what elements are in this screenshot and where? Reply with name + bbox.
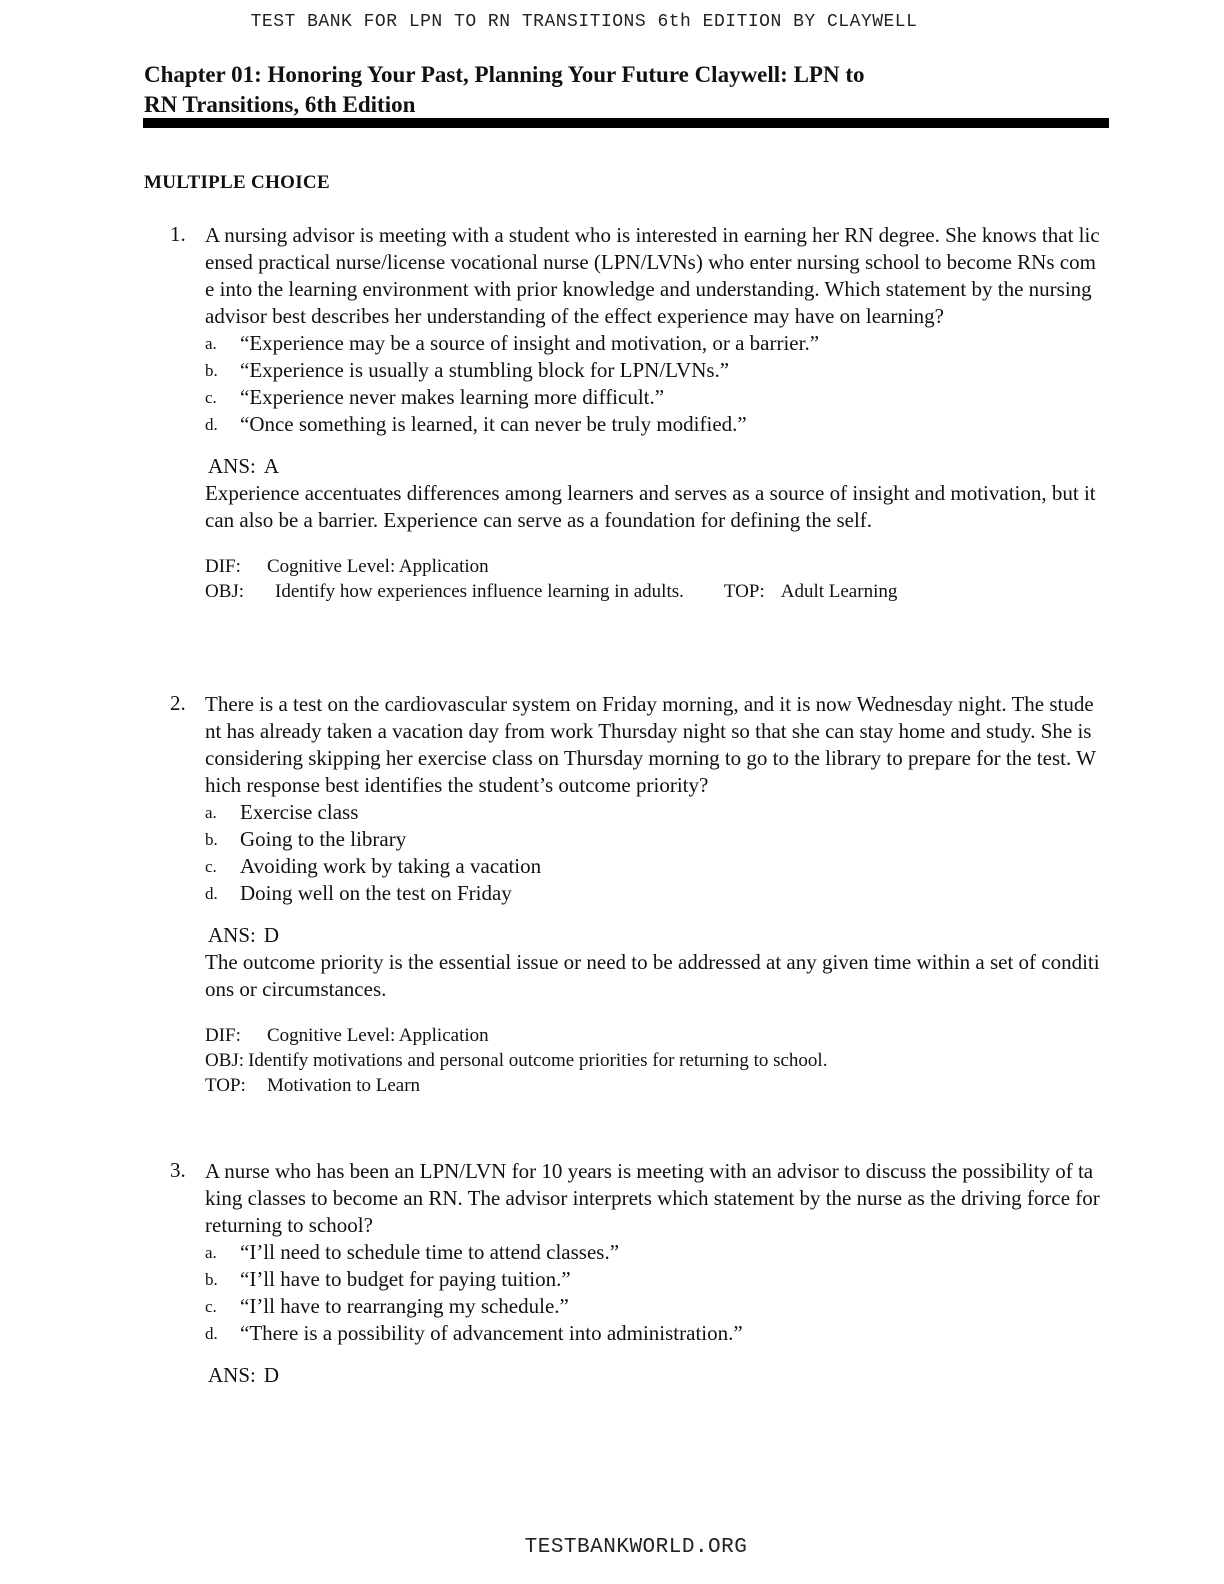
question-meta	[205, 554, 1100, 604]
option-text: Doing well on the test on Friday	[240, 881, 512, 905]
question-number: 2.	[170, 691, 186, 715]
option-text: “Experience may be a source of insight and motivation, or a barrier.”	[240, 331, 820, 355]
dif-label: DIF:	[205, 1025, 241, 1046]
option-letter: a.	[205, 1243, 217, 1262]
answer-value: D	[263, 923, 280, 947]
question-number: 1.	[170, 222, 186, 246]
answer-line	[205, 922, 1100, 949]
question-1	[170, 222, 1100, 604]
option-b	[205, 357, 1100, 384]
dif-label: DIF:	[205, 556, 241, 577]
option-d	[205, 1320, 1100, 1347]
header-banner: TEST BANK FOR LPN TO RN TRANSITIONS 6th EDITION BY CLAYWELL	[250, 12, 918, 32]
obj-value: Identify how experiences influence learning in adults.	[275, 581, 684, 602]
option-text: “There is a possibility of advancement into administration.”	[240, 1321, 743, 1345]
option-letter: d.	[205, 1324, 218, 1343]
option-c	[205, 384, 1100, 411]
option-b	[205, 1266, 1100, 1293]
answer-label: ANS:	[208, 1363, 256, 1387]
answer-label: ANS:	[208, 923, 256, 947]
option-b	[205, 826, 1100, 853]
top-label: TOP:	[205, 1075, 246, 1096]
option-c	[205, 853, 1100, 880]
option-text: “I’ll have to budget for paying tuition.”	[240, 1267, 571, 1291]
option-letter: a.	[205, 334, 217, 353]
dif-value: Cognitive Level: Application	[267, 1025, 489, 1046]
obj-row	[205, 579, 1100, 604]
question-stem: There is a test on the cardiovascular system on Friday morning, and it is now Wednesday night. The student has already taken a vacation day from work Thursday night so that she can stay home and study. She is considering skipping her exercise class on Thursday morning to go to the library to prepare for the test. Which response best identifies the student’s outcome priority?	[205, 692, 1096, 797]
option-text: Avoiding work by taking a vacation	[240, 854, 542, 878]
option-text: “Experience is usually a stumbling block for LPN/LVNs.”	[240, 358, 730, 382]
dif-row	[205, 554, 1100, 579]
option-letter: a.	[205, 803, 217, 822]
top-value: Motivation to Learn	[267, 1075, 421, 1096]
question-stem: A nursing advisor is meeting with a student who is interested in earning her RN degree. She knows that licensed practical nurse/license vocational nurse (LPN/LVNs) who enter nursing school to become RNs come into the learning environment with prior knowledge and understanding. Which statement by the nursing advisor best describes her understanding of the effect experience may have on learning?	[205, 223, 1100, 328]
options-list	[205, 1239, 1100, 1347]
answer-line	[205, 1362, 1100, 1389]
option-text: “I’ll have to rearranging my schedule.”	[240, 1294, 569, 1318]
footer-watermark: TESTBANKWORLD.ORG	[524, 1536, 748, 1559]
rationale: The outcome priority is the essential issue or need to be addressed at any given time within a set of conditions or circumstances.	[205, 950, 1100, 1001]
option-c	[205, 1293, 1100, 1320]
question-meta	[205, 1023, 1100, 1098]
rationale: Experience accentuates differences among learners and serves as a source of insight and motivation, but it can also be a barrier. Experience can serve as a foundation for defining the self.	[205, 481, 1096, 532]
option-a	[205, 330, 1100, 357]
dif-row	[205, 1023, 1100, 1048]
answer-block	[205, 1362, 1100, 1389]
option-a	[205, 799, 1100, 826]
obj-value: Identify motivations and personal outcome priorities for returning to school.	[248, 1050, 828, 1071]
section-heading: MULTIPLE CHOICE	[144, 172, 330, 193]
option-letter: b.	[205, 830, 218, 849]
obj-row	[205, 1048, 1100, 1073]
question-stem: A nurse who has been an LPN/LVN for 10 years is meeting with an advisor to discuss the possibility of taking classes to become an RN. The advisor interprets which statement by the nurse as the driving force for returning to school?	[205, 1159, 1100, 1237]
top-label: TOP:	[723, 581, 765, 602]
answer-block	[205, 922, 1100, 1098]
option-letter: c.	[205, 1297, 217, 1316]
options-list	[205, 799, 1100, 907]
option-letter: c.	[205, 388, 217, 407]
option-letter: b.	[205, 1270, 218, 1289]
answer-label: ANS:	[208, 454, 256, 478]
question-number: 3.	[170, 1158, 186, 1182]
option-letter: b.	[205, 361, 218, 380]
option-d	[205, 411, 1100, 438]
top-value: Adult Learning	[780, 581, 898, 602]
option-d	[205, 880, 1100, 907]
option-text: Exercise class	[240, 800, 359, 824]
dif-value: Cognitive Level: Application	[267, 556, 489, 577]
title-rule	[143, 118, 1109, 128]
question-3	[170, 1158, 1100, 1389]
answer-line	[205, 453, 1100, 480]
obj-label: OBJ:	[205, 581, 245, 602]
option-text: “I’ll need to schedule time to attend classes.”	[240, 1240, 620, 1264]
answer-block	[205, 453, 1100, 604]
obj-label: OBJ:	[205, 1050, 245, 1071]
question-2	[170, 691, 1100, 1098]
top-row	[205, 1073, 1100, 1098]
option-text: “Experience never makes learning more difficult.”	[240, 385, 665, 409]
option-text: “Once something is learned, it can never be truly modified.”	[240, 412, 747, 436]
chapter-title: Chapter 01: Honoring Your Past, Planning Your Future Claywell: LPN to RN Transitions, 6th Edition	[144, 62, 865, 117]
answer-value: A	[263, 454, 280, 478]
options-list	[205, 330, 1100, 438]
answer-value: D	[263, 1363, 280, 1387]
option-a	[205, 1239, 1100, 1266]
option-text: Going to the library	[240, 827, 407, 851]
option-letter: c.	[205, 857, 217, 876]
option-letter: d.	[205, 415, 218, 434]
option-letter: d.	[205, 884, 218, 903]
